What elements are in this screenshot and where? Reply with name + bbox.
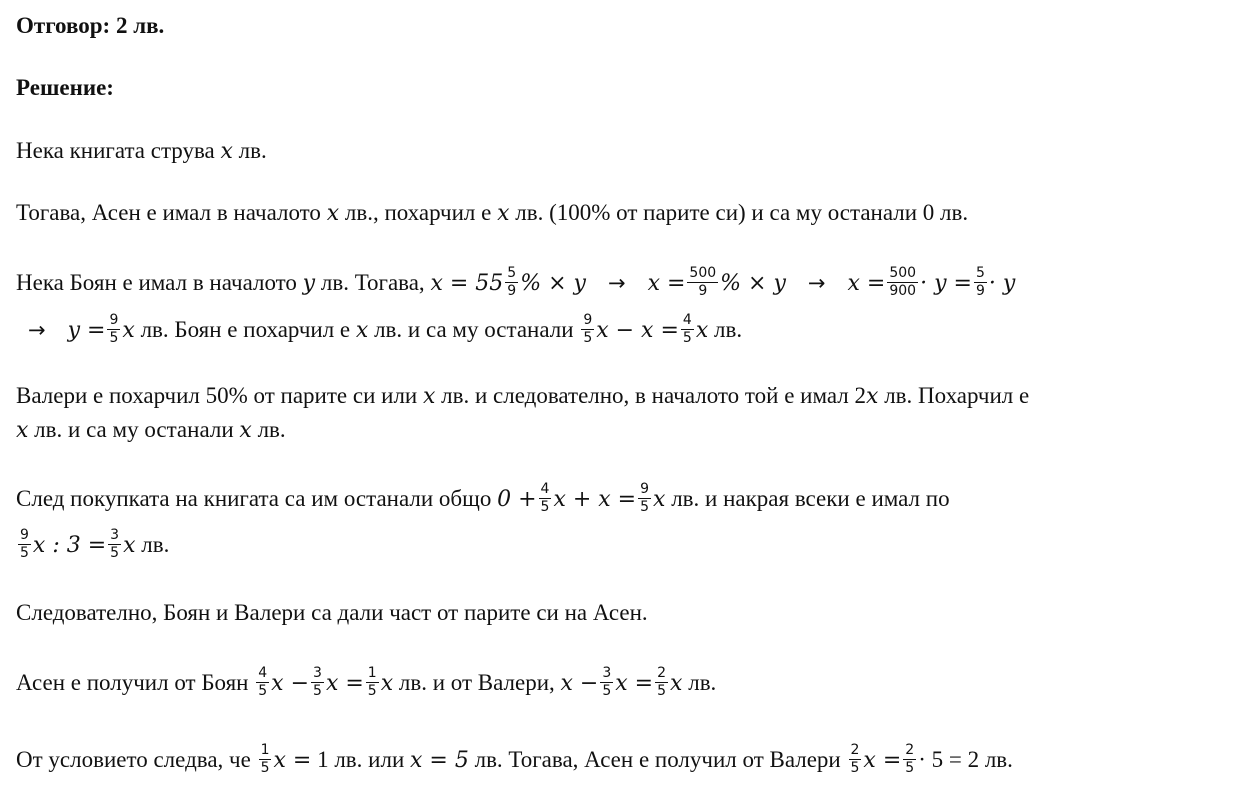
- equation: x = 55: [430, 271, 504, 297]
- text: Нека книгата струва: [16, 138, 221, 163]
- equation: x + x =: [553, 487, 637, 513]
- text: От условието следва, че: [16, 747, 257, 773]
- math-x: x: [122, 318, 135, 344]
- denominator: 9: [975, 283, 985, 300]
- text: лв. и са му останали: [28, 417, 240, 442]
- fraction: [655, 666, 668, 700]
- arrow: →: [807, 271, 826, 296]
- text: лв.: [708, 317, 743, 343]
- math-x: x: [326, 201, 340, 226]
- math-x: x: [653, 487, 666, 513]
- fraction: [256, 666, 269, 700]
- text: След покупката на книгата са им останали общо: [16, 486, 498, 512]
- denominator: 5: [640, 499, 650, 516]
- equation: x =: [847, 271, 886, 297]
- denominator: 5: [20, 545, 29, 562]
- math-x: x: [380, 671, 394, 697]
- paragraph-6: [16, 601, 648, 624]
- numerator: 5: [974, 266, 987, 283]
- fraction: [259, 743, 272, 777]
- numerator: 9: [638, 482, 651, 499]
- text: Следователно, Боян и Валери са дали част от парите си на Асен.: [16, 600, 648, 625]
- equation: % × y: [720, 271, 786, 297]
- denominator: 5: [367, 683, 377, 700]
- fraction: [974, 266, 987, 300]
- numerator: 2: [903, 743, 916, 760]
- math-x: x: [695, 318, 709, 344]
- denominator: 5: [540, 499, 550, 516]
- math-x: x: [239, 418, 252, 443]
- math-x: x: [220, 139, 233, 164]
- equation: · y =: [920, 271, 972, 297]
- numerator: 4: [681, 313, 694, 330]
- numerator: 2: [655, 666, 668, 683]
- equation: x =: [647, 271, 686, 297]
- text: лв. и накрая всеки е имал по: [665, 486, 950, 512]
- equation: x =: [863, 748, 902, 774]
- numerator: 3: [311, 666, 324, 683]
- paragraph-5: [16, 481, 950, 518]
- equation: % × y: [520, 271, 586, 297]
- text: лв. и следователно, в началото той е имал 2: [435, 383, 867, 408]
- math-x: x: [497, 201, 510, 226]
- equation: x =: [273, 748, 312, 774]
- text: лв.: [135, 532, 170, 558]
- fraction: [903, 743, 916, 777]
- fraction: [505, 266, 518, 300]
- fraction: [108, 528, 121, 562]
- math-x: x: [355, 318, 369, 344]
- fraction: [539, 482, 552, 516]
- text: лв., похарчил е: [339, 200, 498, 225]
- numerator: 3: [600, 666, 613, 683]
- denominator: 5: [258, 683, 268, 700]
- denominator: 5: [109, 330, 119, 347]
- math-y: y: [302, 271, 316, 297]
- text: лв. и са му останали: [368, 317, 580, 343]
- text: · 5 = 2 лв.: [918, 747, 1013, 773]
- numerator: 1: [259, 743, 272, 760]
- text: лв. Похарчил е: [878, 383, 1030, 408]
- answer-line: Отговор: 2 лв.: [16, 13, 165, 38]
- fraction: [849, 743, 862, 777]
- denominator: 5: [682, 330, 692, 347]
- denominator: 5: [583, 330, 593, 347]
- paragraph-3: [16, 265, 1016, 302]
- fraction: [887, 266, 918, 300]
- equation: x −: [560, 671, 599, 697]
- denominator: 5: [850, 760, 860, 777]
- numerator: 5: [505, 266, 518, 283]
- math-x: x: [866, 384, 879, 409]
- paragraph-8: [16, 742, 1013, 779]
- numerator: 1: [366, 666, 379, 683]
- equation: x = 5: [410, 748, 469, 774]
- math-x: x: [123, 533, 136, 559]
- fraction: [600, 666, 613, 700]
- paragraph-4: [16, 384, 1029, 408]
- numerator: 2: [849, 743, 862, 760]
- equation: 0 +: [497, 487, 537, 513]
- equation: · y: [988, 271, 1016, 297]
- equation: x : 3 =: [32, 533, 107, 559]
- math-x: x: [670, 671, 683, 697]
- arrow: →: [28, 318, 46, 343]
- numerator: 9: [18, 528, 31, 545]
- equation: x −: [271, 671, 310, 697]
- equation: x − x =: [596, 318, 679, 344]
- denominator: 5: [110, 545, 120, 562]
- denominator: 9: [698, 283, 708, 300]
- paragraph-3-continued: [16, 312, 743, 349]
- text: 1 лв. или: [311, 747, 411, 773]
- numerator: 9: [581, 313, 594, 330]
- text: лв. и от Валери,: [393, 670, 561, 696]
- fraction: [311, 666, 324, 700]
- text: лв. (100% от парите си) и са му останали 0 лв.: [509, 200, 969, 225]
- denominator: 5: [313, 683, 322, 700]
- text: лв.: [682, 670, 717, 696]
- fraction: [638, 482, 651, 516]
- text: лв. Тогава, Асен е получил от Валери: [468, 747, 847, 773]
- text: Валери е похарчил 50% от парите си или: [16, 383, 423, 408]
- paragraph-2: [16, 201, 968, 225]
- fraction: [581, 313, 594, 347]
- denominator: 9: [507, 283, 517, 300]
- numerator: 3: [108, 528, 121, 545]
- fraction: [687, 266, 718, 300]
- text: лв. Тогава,: [315, 270, 431, 296]
- denominator: 5: [602, 683, 612, 700]
- text: лв.: [251, 417, 286, 442]
- paragraph-1: [16, 139, 267, 163]
- text: Асен е получил от Боян: [16, 670, 255, 696]
- denominator: 5: [657, 683, 667, 700]
- math-x: x: [16, 418, 29, 443]
- text: лв. Боян е похарчил е: [134, 317, 356, 343]
- numerator: 9: [107, 313, 120, 330]
- denominator: 5: [260, 760, 270, 777]
- equation: x =: [615, 671, 654, 697]
- numerator: 500: [887, 266, 918, 283]
- paragraph-7: [16, 665, 717, 702]
- denominator: 5: [905, 760, 915, 777]
- numerator: 500: [687, 266, 718, 283]
- text: лв.: [232, 138, 267, 163]
- denominator: 900: [889, 283, 917, 300]
- fraction: [366, 666, 379, 700]
- numerator: 4: [256, 666, 269, 683]
- fraction: [107, 313, 120, 347]
- equation: x =: [325, 671, 364, 697]
- solution-heading: Решение:: [16, 75, 114, 100]
- equation: y =: [67, 318, 106, 344]
- fraction: [681, 313, 694, 347]
- math-x: x: [422, 384, 436, 409]
- paragraph-5-continued: [16, 527, 170, 564]
- text: Нека Боян е имал в началото: [16, 270, 303, 296]
- fraction: [18, 528, 31, 562]
- numerator: 4: [539, 482, 552, 499]
- arrow: →: [607, 271, 626, 296]
- paragraph-4-continued: [16, 418, 286, 442]
- text: Тогава, Асен е имал в началото: [16, 200, 327, 225]
